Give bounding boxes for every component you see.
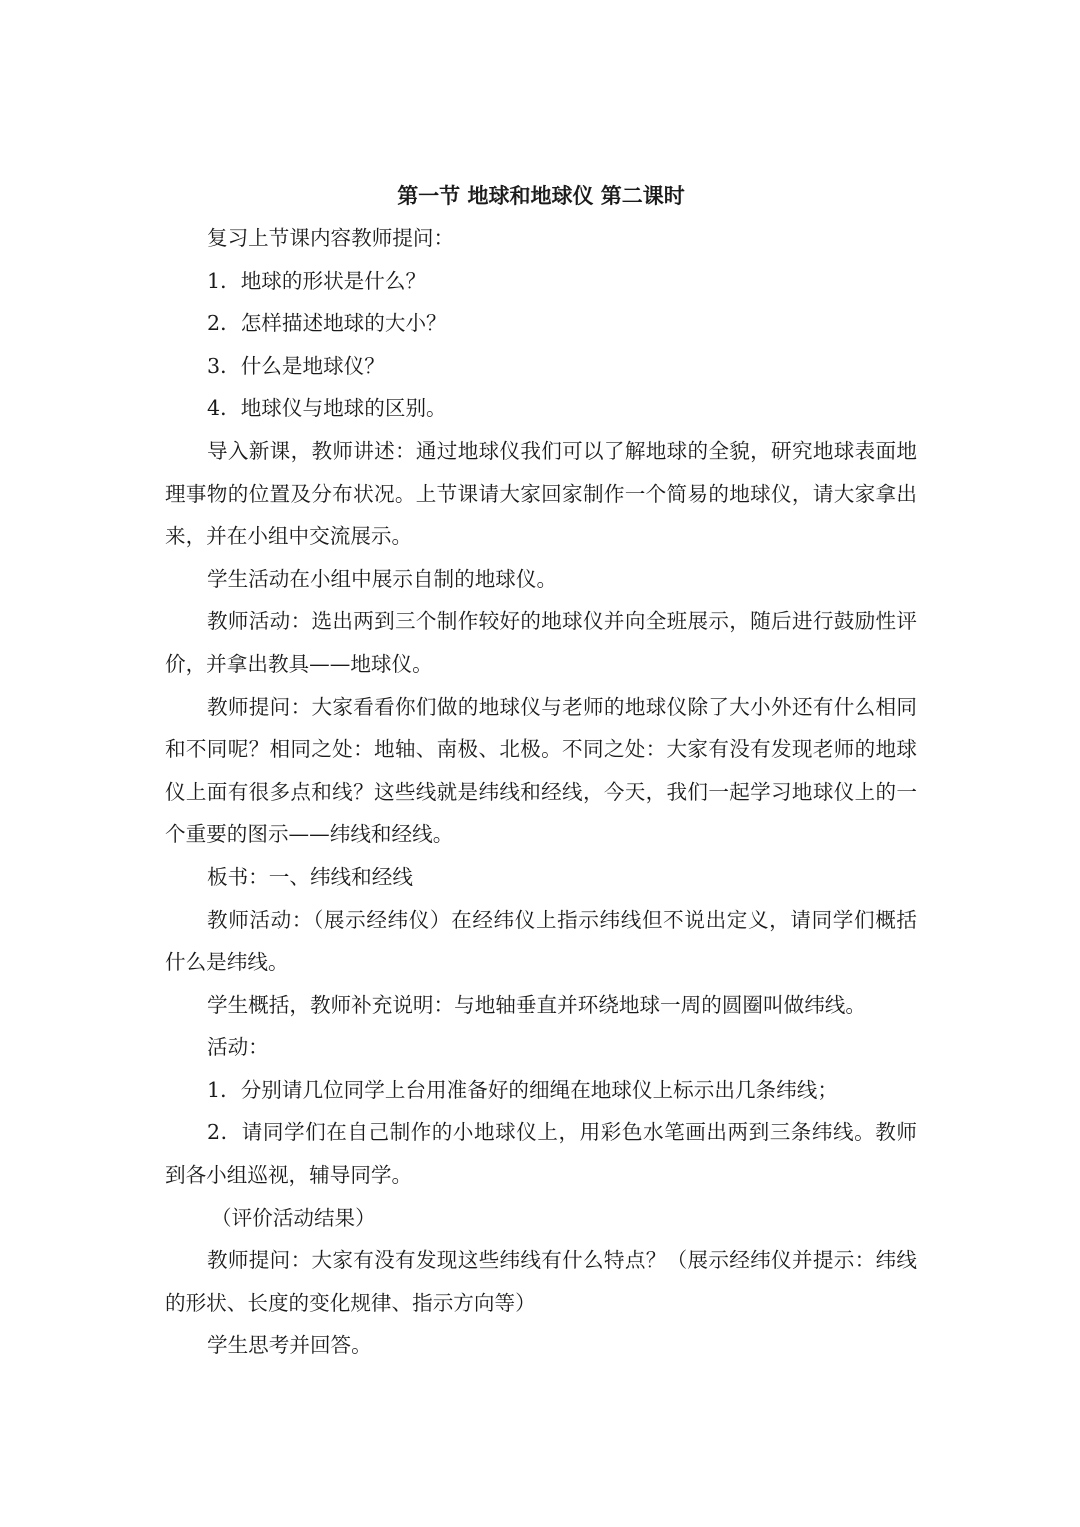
- paragraph-student-activity: 学生活动在小组中展示自制的地球仪。: [207, 566, 558, 591]
- paragraph-blackboard: 板书：一、纬线和经线: [207, 864, 413, 889]
- page-title: 第一节 地球和地球仪 第二课时: [397, 183, 685, 208]
- paragraph-evaluation: （评价活动结果）: [211, 1205, 376, 1230]
- paragraph-activity-2: 2．请同学们在自己制作的小地球仪上，用彩色水笔画出两到三条纬线。教师到各小组巡视，辅导同学。: [165, 1120, 917, 1188]
- document-body: [165, 175, 917, 1367]
- paragraph-question-1: 1．地球的形状是什么？: [207, 268, 427, 293]
- paragraph-activity-1: 1．分别请几位同学上台用准备好的细绳在地球仪上标示出几条纬线；: [207, 1077, 838, 1102]
- paragraph-activity-heading: 活动：: [207, 1035, 269, 1060]
- paragraph-teacher-question-2: 教师提问：大家有没有发现这些纬线有什么特点？（展示经纬仪并提示：纬线的形状、长度的变化规律、指示方向等）: [165, 1248, 917, 1315]
- paragraph-review-intro: 复习上节课内容教师提问：: [207, 226, 455, 250]
- paragraph-question-3: 3．什么是地球仪？: [207, 353, 385, 378]
- paragraph-question-4: 4．地球仪与地球的区别。: [207, 396, 447, 421]
- paragraph-teacher-question: 教师提问：大家看看你们做的地球仪与老师的地球仪除了大小外还有什么相同和不同呢？相同之处：地轴、南极、北极。不同之处：大家有没有发现老师的地球仪上面有很多点和线？这些线就是纬线和经线，今天，我们一起学习地球仪上的一个重要的图示——纬线和经线。: [165, 694, 917, 847]
- paragraph-question-2: 2．怎样描述地球的大小？: [207, 311, 447, 336]
- paragraph-teacher-activity-2: 教师活动：（展示经纬仪）在经纬仪上指示纬线但不说出定义，请同学们概括什么是纬线。: [165, 907, 917, 975]
- paragraph-new-lesson: 导入新课，教师讲述：通过地球仪我们可以了解地球的全貌，研究地球表面地理事物的位置及分布状况。上节课请大家回家制作一个简易的地球仪，请大家拿出来，并在小组中交流展示。: [165, 438, 917, 549]
- paragraph-teacher-activity: 教师活动：选出两到三个制作较好的地球仪并向全班展示，随后进行鼓励性评价，并拿出教具——地球仪。: [165, 609, 917, 676]
- paragraph-student-answer: 学生思考并回答。: [207, 1333, 372, 1358]
- paragraph-definition: 学生概括，教师补充说明：与地轴垂直并环绕地球一周的圆圈叫做纬线。: [207, 992, 866, 1017]
